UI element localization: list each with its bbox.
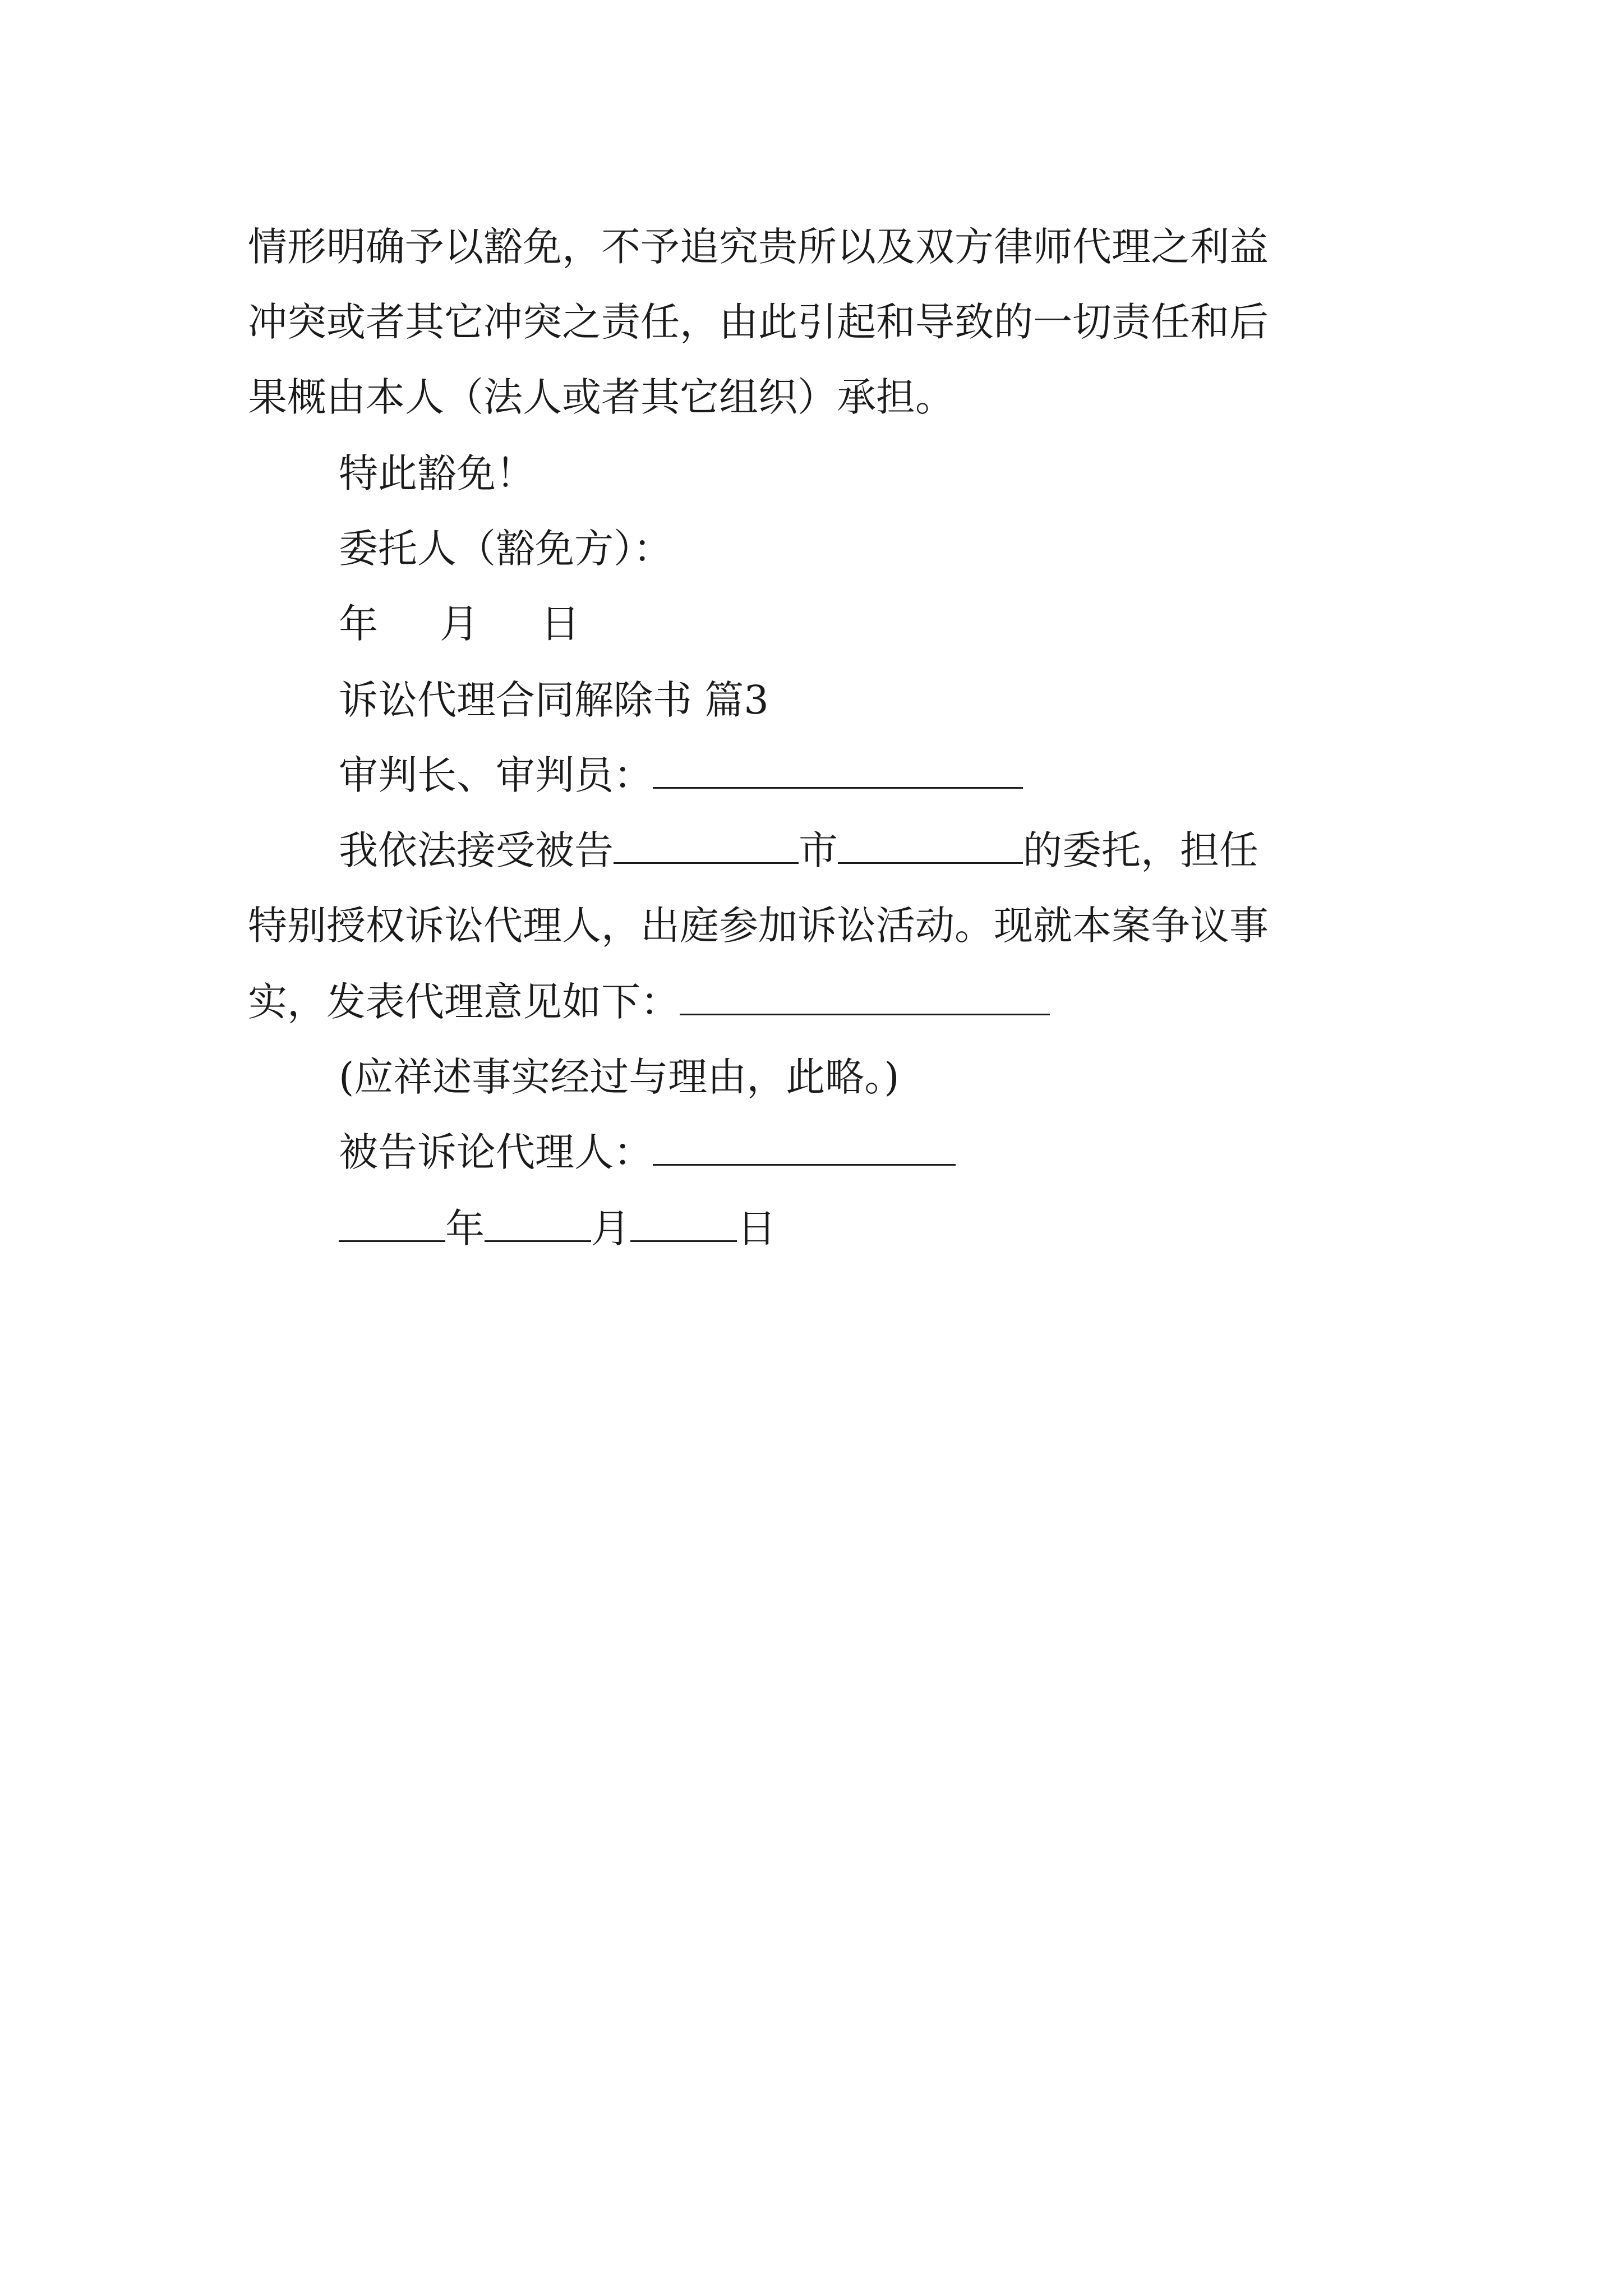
date-year: 年 bbox=[339, 601, 378, 647]
judges-line bbox=[339, 750, 1023, 800]
paragraph-2-line-1 bbox=[339, 825, 1258, 876]
opinion-label: 实，发表代理意见如下： bbox=[248, 979, 680, 1025]
section-title: 诉讼代理合同解除书 篇3 bbox=[339, 677, 769, 723]
month-blank bbox=[485, 1205, 591, 1242]
entrust-text: 的委托，担任 bbox=[1023, 827, 1258, 873]
client-label: 委托人（豁免方）： bbox=[339, 526, 672, 572]
client-name-blank bbox=[838, 827, 1023, 864]
sign-year: 年 bbox=[445, 1205, 485, 1251]
day-blank bbox=[630, 1205, 737, 1242]
paragraph-1-line-1: 情形明确予以豁免，不予追究贵所以及双方律师代理之利益 bbox=[248, 224, 1269, 270]
paragraph-2-line-2: 特别授权诉讼代理人，出庭参加诉讼活动。现就本案争议事 bbox=[248, 903, 1269, 949]
special-exempt-text: 特此豁免！ bbox=[339, 450, 535, 496]
city-text: 市 bbox=[799, 827, 838, 873]
judges-blank bbox=[653, 752, 1023, 789]
date-day: 日 bbox=[541, 601, 580, 647]
defendant-blank bbox=[614, 827, 799, 864]
sign-month: 月 bbox=[591, 1205, 630, 1251]
sign-day: 日 bbox=[737, 1205, 776, 1251]
year-blank bbox=[339, 1205, 445, 1242]
agent-line bbox=[339, 1127, 956, 1177]
agent-label: 被告诉论代理人： bbox=[339, 1129, 653, 1175]
paragraph-1-line-2: 冲突或者其它冲突之责任，由此引起和导致的一切责任和后 bbox=[248, 299, 1269, 345]
date-line bbox=[339, 599, 580, 649]
judges-label: 审判长、审判员： bbox=[339, 752, 653, 798]
date-month: 月 bbox=[440, 601, 479, 647]
sign-date-line bbox=[339, 1203, 776, 1254]
paragraph-1-line-3: 果概由本人（法人或者其它组织）承担。 bbox=[248, 374, 955, 420]
note-text: (应祥述事实经过与理由，此略。) bbox=[339, 1054, 900, 1100]
agent-blank bbox=[653, 1129, 956, 1166]
accept-text: 我依法接受被告 bbox=[339, 827, 614, 873]
opinion-blank bbox=[680, 979, 1050, 1015]
paragraph-2-line-3 bbox=[248, 977, 1050, 1027]
